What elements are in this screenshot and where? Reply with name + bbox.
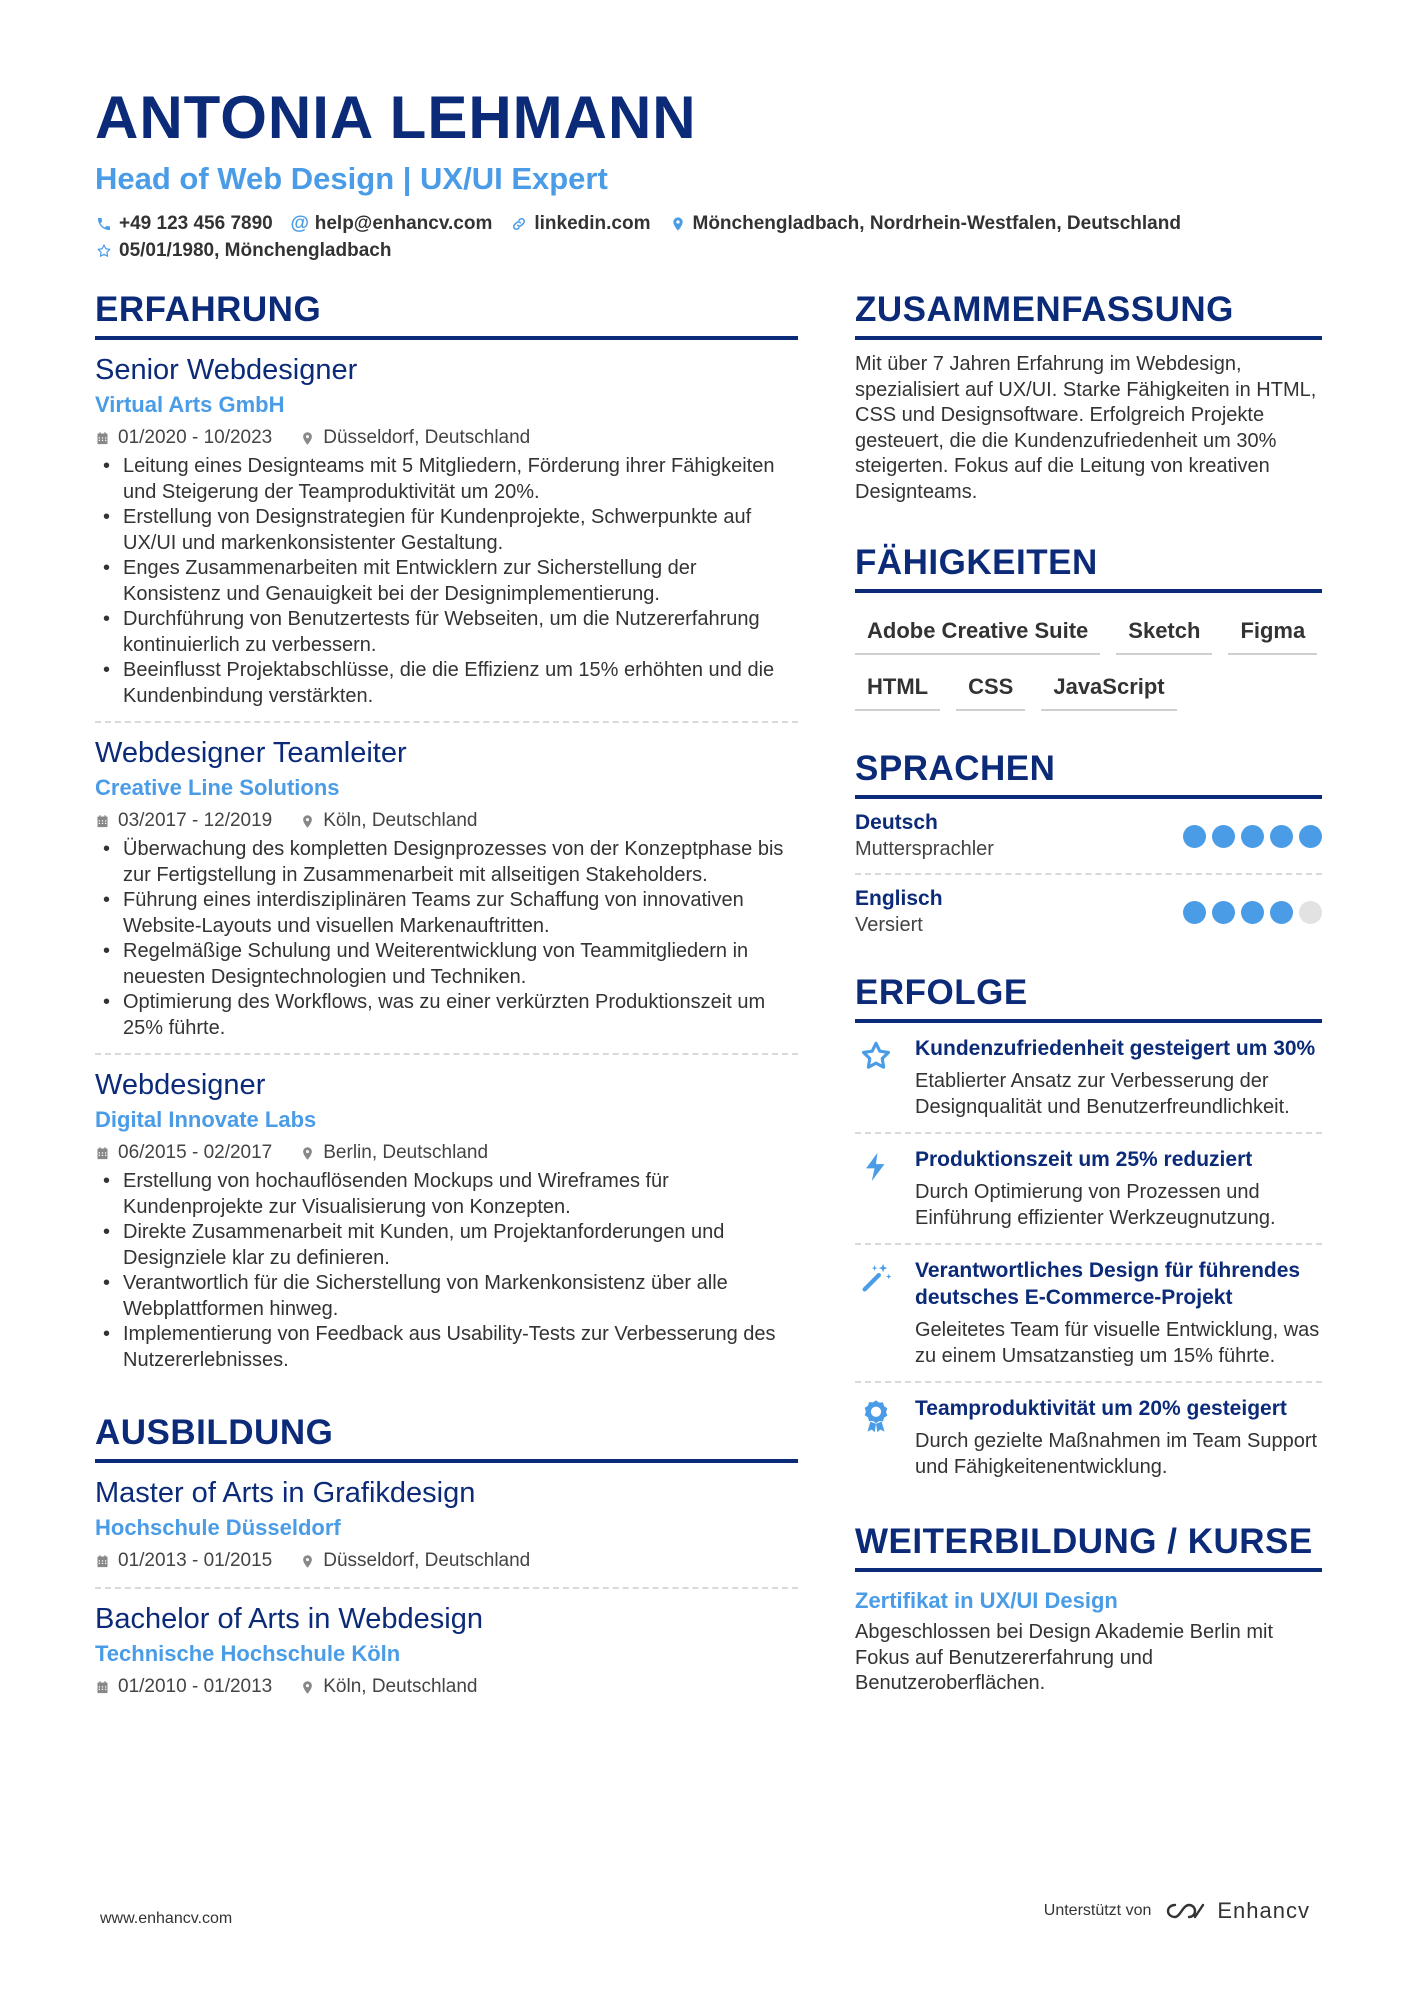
- contact-birth-text: 05/01/1980, Mönchengladbach: [119, 240, 392, 261]
- candidate-name: ANTONIA LEHMANN: [95, 84, 697, 151]
- achievement-title: Kundenzufriedenheit gesteigert um 30%: [915, 1037, 1316, 1060]
- job-bullet: • Durchführung von Benutzertests für Webseiten, um die Nutzererfahrung kontinuierlich zu verbessern.: [95, 607, 798, 658]
- courses-list: [855, 1586, 1322, 1697]
- job-dates-text: 03/2017 - 12/2019: [118, 810, 273, 831]
- contact-location-text: Mönchengladbach, Nordrhein-Westfalen, Deutschland: [692, 213, 1181, 234]
- location-pin-icon: [669, 215, 687, 233]
- courses-section-title: WEITERBILDUNG / KURSE: [855, 1520, 1322, 1572]
- skill-tag: HTML: [855, 667, 940, 711]
- contact-linkedin-text: linkedin.com: [534, 213, 651, 234]
- job-title: Senior Webdesigner: [95, 354, 358, 386]
- achievement-item: [855, 1134, 1322, 1245]
- language-level: Muttersprachler: [855, 838, 994, 860]
- achievements-list: [855, 1023, 1322, 1492]
- star-outline-icon: [95, 242, 113, 260]
- achievement-title: Verantwortliches Design für führendes deutsches E-Commerce-Projekt: [915, 1259, 1301, 1309]
- job-location: [300, 807, 477, 835]
- calendar-icon: [95, 1554, 110, 1569]
- job-meta: [95, 1139, 798, 1167]
- job-bullet: • Erstellung von Designstrategien für Kundenprojekte, Schwerpunkte auf UX/UI und markenkonsistenter Gestaltung.: [95, 505, 798, 556]
- job-dates-text: 06/2015 - 02/2017: [118, 1142, 273, 1163]
- link-icon: [510, 215, 528, 233]
- achievements-section-title: ERFOLGE: [855, 971, 1322, 1023]
- job-bullet: • Beeinflusst Projektabschlüsse, die die Effizienz um 15% erhöhten und die Kundenbindung verstärkten.: [95, 658, 798, 709]
- location-pin-icon: [300, 1146, 315, 1161]
- footer-website[interactable]: www.enhancv.com: [100, 1910, 233, 1927]
- achievement-description: Durch gezielte Maßnahmen im Team Support und Fähigkeitenentwicklung.: [915, 1430, 1318, 1478]
- education-location: [300, 1673, 477, 1701]
- summary-text: Mit über 7 Jahren Erfahrung im Webdesign, spezialisiert auf UX/UI. Starke Fähigkeiten in HTML, CSS und Designsoftware. Erfolgreich Projekte gesteuert, die die Kundenzufriedenheit um 30% steigerten. Fokus auf die Leitung von kreativen Designteams.: [855, 353, 1317, 503]
- rating-dot-filled: [1241, 901, 1264, 924]
- skill-tag: JavaScript: [1041, 667, 1176, 711]
- brand-logo[interactable]: [1163, 1898, 1310, 1924]
- job-bullets: [95, 454, 798, 709]
- language-item: [855, 875, 1322, 949]
- job-meta: [95, 807, 798, 835]
- calendar-icon: [95, 814, 110, 829]
- at-icon: @: [290, 213, 310, 234]
- course-title: Zertifikat in UX/UI Design: [855, 1588, 1118, 1613]
- job-bullet: • Implementierung von Feedback aus Usability-Tests zur Verbesserung des Nutzererlebnisses.: [95, 1322, 798, 1373]
- rating-dot-filled: [1212, 901, 1235, 924]
- language-rating: [1183, 825, 1322, 848]
- calendar-icon: [95, 1146, 110, 1161]
- job-bullet: • Enges Zusammenarbeiten mit Entwicklern zur Sicherstellung der Konsistenz und Genauigkeit bei der Designimplementierung.: [95, 556, 798, 607]
- contact-birth: [95, 237, 391, 264]
- contact-info: [95, 210, 1335, 264]
- footer-branding: [1044, 1898, 1310, 1924]
- location-pin-icon: [300, 814, 315, 829]
- achievement-description: Durch Optimierung von Prozessen und Einführung effizienter Werkzeugnutzung.: [915, 1181, 1276, 1229]
- skill-tag: Adobe Creative Suite: [855, 611, 1100, 655]
- job-dates-text: 01/2020 - 10/2023: [118, 427, 273, 448]
- contact-location: [669, 210, 1181, 237]
- education-entry: [95, 1463, 798, 1589]
- infinity-logo-icon: [1163, 1899, 1209, 1923]
- degree-title: Bachelor of Arts in Webdesign: [95, 1603, 483, 1635]
- rating-dot-empty: [1299, 901, 1322, 924]
- job-bullet: • Optimierung des Workflows, was zu einer verkürzten Produktionszeit um 25% führte.: [95, 990, 798, 1041]
- left-column: [95, 288, 798, 1713]
- experience-section-title: ERFAHRUNG: [95, 288, 798, 340]
- achievement-item: [855, 1383, 1322, 1492]
- company-name: Digital Innovate Labs: [95, 1107, 317, 1132]
- job-bullet: • Erstellung von hochauflösenden Mockups und Wireframes für Kundenprojekte zur Visualisierung von Konzepten.: [95, 1169, 798, 1220]
- education-list: [95, 1463, 798, 1713]
- language-item: [855, 799, 1322, 875]
- job-meta: [95, 424, 798, 452]
- candidate-headline: Head of Web Design | UX/UI Expert: [95, 161, 608, 196]
- rating-dot-filled: [1241, 825, 1264, 848]
- achievement-title: Teamproduktivität um 20% gesteigert: [915, 1397, 1287, 1420]
- job-title: Webdesigner: [95, 1069, 266, 1101]
- contact-phone-text: +49 123 456 7890: [119, 213, 273, 234]
- rating-dot-filled: [1299, 825, 1322, 848]
- achievement-item: [855, 1245, 1322, 1383]
- rating-dot-filled: [1183, 825, 1206, 848]
- language-level: Versiert: [855, 914, 923, 936]
- contact-phone[interactable]: [95, 210, 273, 237]
- job-bullet: • Leitung eines Designteams mit 5 Mitgliedern, Förderung ihrer Fähigkeiten und Steigerung der Teamproduktivität um 20%.: [95, 454, 798, 505]
- phone-icon: [95, 215, 113, 233]
- degree-title: Master of Arts in Grafikdesign: [95, 1477, 476, 1509]
- experience-entry: [95, 1055, 798, 1385]
- languages-list: [855, 799, 1322, 949]
- job-location-text: Köln, Deutschland: [323, 810, 478, 831]
- language-rating: [1183, 901, 1322, 924]
- education-location-text: Köln, Deutschland: [323, 1676, 478, 1697]
- education-meta: [95, 1673, 798, 1701]
- achievement-description: Etablierter Ansatz zur Verbesserung der Designqualität und Benutzerfreundlichkeit.: [915, 1070, 1290, 1118]
- language-name: Englisch: [855, 887, 943, 910]
- course-description: Abgeschlossen bei Design Akademie Berlin mit Fokus auf Benutzererfahrung und Benutzeroberflächen.: [855, 1621, 1273, 1694]
- bolt-icon: [855, 1146, 897, 1231]
- resume-header: [95, 82, 1335, 264]
- contact-linkedin[interactable]: [510, 210, 650, 237]
- location-pin-icon: [300, 431, 315, 446]
- company-name: Creative Line Solutions: [95, 775, 340, 800]
- skill-tag: CSS: [956, 667, 1025, 711]
- rating-dot-filled: [1183, 901, 1206, 924]
- education-meta: [95, 1547, 798, 1575]
- job-bullet: • Führung eines interdisziplinären Teams zur Schaffung von innovativen Website-Layouts und visuellen Markenauftritten.: [95, 888, 798, 939]
- experience-list: [95, 340, 798, 1385]
- language-name: Deutsch: [855, 811, 938, 834]
- skills-section-title: FÄHIGKEITEN: [855, 541, 1322, 593]
- job-location: [300, 1139, 488, 1167]
- achievement-title: Produktionszeit um 25% reduziert: [915, 1148, 1253, 1171]
- job-location: [300, 424, 530, 452]
- calendar-icon: [95, 431, 110, 446]
- education-dates-text: 01/2013 - 01/2015: [118, 1550, 273, 1571]
- rating-dot-filled: [1270, 825, 1293, 848]
- job-bullet: • Direkte Zusammenarbeit mit Kunden, um Projektanforderungen und Designziele klar zu definieren.: [95, 1220, 798, 1271]
- contact-email[interactable]: [291, 210, 493, 237]
- education-section-title: AUSBILDUNG: [95, 1411, 798, 1463]
- skill-tag: Sketch: [1116, 611, 1212, 655]
- right-column: [855, 288, 1322, 1697]
- job-dates: [95, 1139, 272, 1167]
- job-dates: [95, 807, 272, 835]
- school-name: Technische Hochschule Köln: [95, 1641, 401, 1666]
- rating-dot-filled: [1212, 825, 1235, 848]
- contact-email-text: help@enhancv.com: [314, 213, 493, 234]
- brand-name: Enhancv: [1217, 1898, 1310, 1923]
- achievement-description: Geleitetes Team für visuelle Entwicklung, was zu einem Umsatzanstieg um 15% führte.: [915, 1319, 1320, 1367]
- star-icon: [855, 1035, 897, 1120]
- education-dates: [95, 1547, 272, 1575]
- magic-wand-icon: [855, 1257, 897, 1369]
- school-name: Hochschule Düsseldorf: [95, 1515, 341, 1540]
- job-dates: [95, 424, 272, 452]
- company-name: Virtual Arts GmbH: [95, 392, 285, 417]
- powered-by-label: Unterstützt von: [1043, 1902, 1152, 1919]
- job-bullet: • Regelmäßige Schulung und Weiterentwicklung von Teammitgliedern in neuesten Designtechnologien und Techniken.: [95, 939, 798, 990]
- job-bullet: • Überwachung des kompletten Designprozesses von der Konzeptphase bis zur Fertigstellung in Zusammenarbeit mit allseitigen Stakeholders.: [95, 837, 798, 888]
- location-pin-icon: [300, 1680, 315, 1695]
- job-location-text: Düsseldorf, Deutschland: [323, 427, 531, 448]
- summary-section-title: ZUSAMMENFASSUNG: [855, 288, 1322, 340]
- rating-dot-filled: [1270, 901, 1293, 924]
- education-location: [300, 1547, 530, 1575]
- location-pin-icon: [300, 1554, 315, 1569]
- job-location-text: Berlin, Deutschland: [323, 1142, 489, 1163]
- skills-list: [855, 611, 1322, 711]
- experience-entry: [95, 723, 798, 1055]
- languages-section-title: SPRACHEN: [855, 747, 1322, 799]
- achievement-item: [855, 1023, 1322, 1134]
- job-bullets: [95, 1169, 798, 1373]
- calendar-icon: [95, 1680, 110, 1695]
- skill-tag: Figma: [1228, 611, 1317, 655]
- job-bullet: • Verantwortlich für die Sicherstellung von Markenkonsistenz über alle Webplattformen hinweg.: [95, 1271, 798, 1322]
- job-title: Webdesigner Teamleiter: [95, 737, 407, 769]
- education-location-text: Düsseldorf, Deutschland: [323, 1550, 531, 1571]
- education-dates-text: 01/2010 - 01/2013: [118, 1676, 273, 1697]
- experience-entry: [95, 340, 798, 723]
- education-dates: [95, 1673, 272, 1701]
- award-ribbon-icon: [855, 1395, 897, 1480]
- education-entry: [95, 1589, 798, 1713]
- job-bullets: [95, 837, 798, 1041]
